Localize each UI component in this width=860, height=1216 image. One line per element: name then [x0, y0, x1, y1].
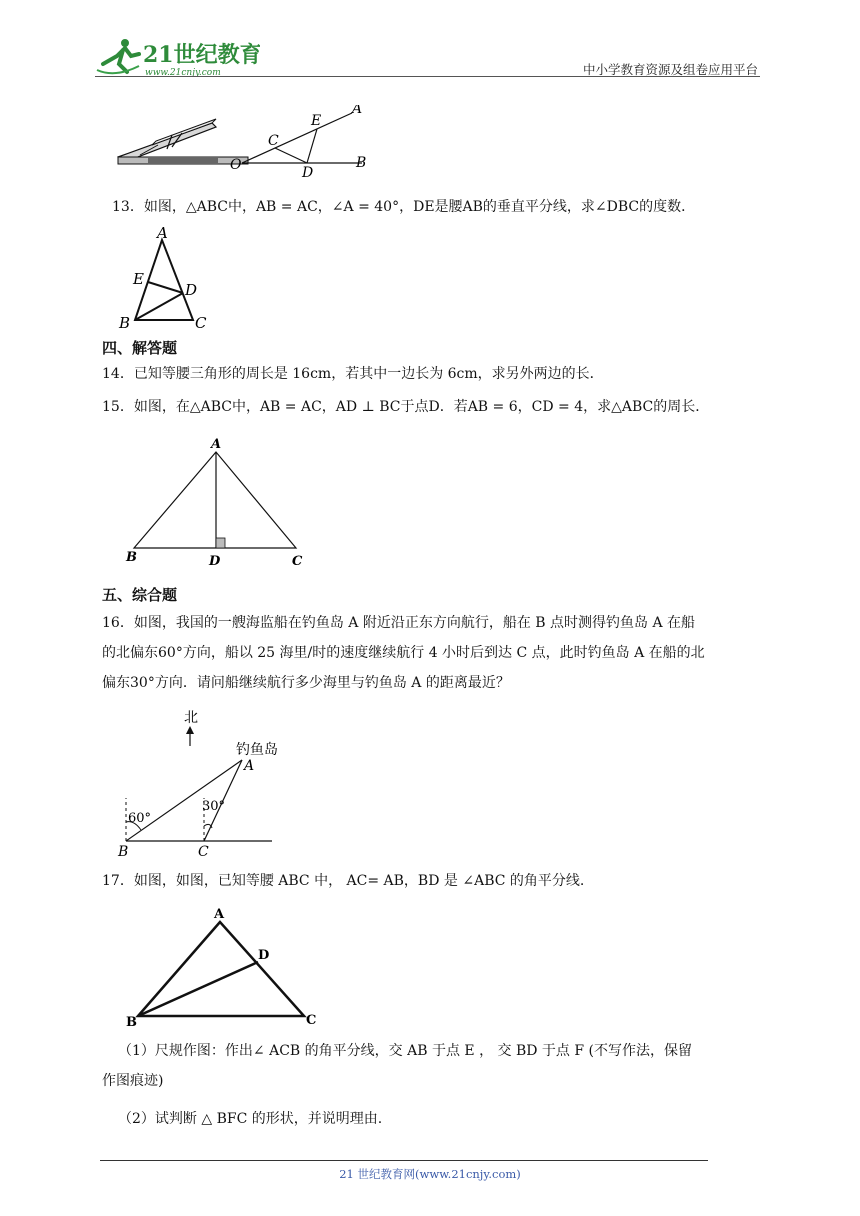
section-4-title: 四、解答题 [102, 339, 178, 357]
label-A: A [214, 907, 225, 922]
q16-line-1: 16．如图，我国的一艘海监船在钓鱼岛 A 附近沿正东方向航行，船在 B 点时测得钓鱼岛 A 在船 [102, 615, 696, 631]
q15-figure [120, 434, 320, 578]
q17-part2: （2）试判断 △ BFC 的形状，并说明理由. [118, 1111, 383, 1127]
runner-logo-icon [97, 39, 139, 73]
north-label: 北 [184, 710, 198, 726]
angle-60-label: 60° [128, 811, 152, 826]
label-A: A [211, 437, 222, 452]
label-C: C [198, 844, 209, 860]
header-divider [95, 76, 760, 77]
label-E: E [133, 270, 144, 288]
q16-line-2: 的北偏东60°方向，船以 25 海里/时的速度继续航行 4 小时后到达 C 点，此时钓鱼岛 A 在船的北 [102, 645, 705, 661]
q15-text: 15．如图，在△ABC中，AB = AC，AD ⊥ BC于点D．若AB = 6，CD = 4，求△ABC的周长． [102, 399, 710, 415]
q16-text [102, 608, 764, 698]
label-D: D [185, 281, 198, 299]
label-B: B [118, 844, 129, 860]
label-O: O [230, 157, 242, 173]
label-D: D [258, 948, 270, 963]
label-B: B [126, 1015, 137, 1027]
q17-part1-cont [102, 1066, 764, 1096]
folding-stand-icon [118, 119, 248, 164]
q16-line-3: 偏东30°方向．请问船继续航行多少海里与钓鱼岛 A 的距离最近？ [102, 675, 510, 691]
q14-text: 14．已知等腰三角形的周长是 16cm，若其中一边长为 6cm，求另外两边的长． [102, 366, 604, 382]
logo-url: www.21cnjy.com [145, 68, 221, 78]
island-label: 钓鱼岛 [236, 742, 278, 758]
section-5-title: 五、综合题 [102, 586, 178, 604]
q17-text: 17．如图，如图，已知等腰 ABC 中， AC= AB，BD 是 ∠ABC 的角平分线. [102, 873, 585, 889]
q13-figure [115, 225, 225, 337]
label-D: D [302, 165, 314, 180]
q13-text: 13．如图，△ABC中，AB = AC，∠A = 40°，DE是腰AB的垂直平分线，求∠DBC的度数． [112, 199, 696, 215]
label-B: B [356, 155, 367, 171]
label-A: A [157, 225, 168, 242]
header-platform-text: 中小学教育资源及组卷应用平台 [582, 62, 758, 77]
logo-text: 21世纪教育 [143, 42, 260, 68]
label-C: C [306, 1013, 317, 1027]
label-A: A [352, 105, 363, 117]
q17-part1-line-1: （1）尺规作图：作出∠ ACB 的角平分线，交 AB 于点 E ， 交 BD 于点 F (不写作法，保留 [118, 1043, 693, 1059]
footer-divider [100, 1160, 708, 1161]
label-A: A [244, 758, 255, 774]
label-D: D [209, 554, 221, 569]
q17-figure [118, 902, 328, 1031]
label-C: C [292, 554, 303, 569]
label-B: B [126, 550, 137, 565]
label-E: E [311, 113, 322, 129]
q17-part1 [118, 1036, 768, 1066]
label-B: B [119, 314, 131, 332]
label-C: C [268, 133, 279, 149]
site-logo [95, 34, 260, 78]
label-C: C [195, 314, 207, 332]
angle-30-label: 30° [202, 799, 226, 814]
q12-figure [112, 105, 382, 184]
q16-figure [112, 706, 312, 865]
footer-text: 21 世纪教育网(www.21cnjy.com) [339, 1167, 521, 1181]
q17-part1-line-2: 作图痕迹) [102, 1073, 164, 1089]
